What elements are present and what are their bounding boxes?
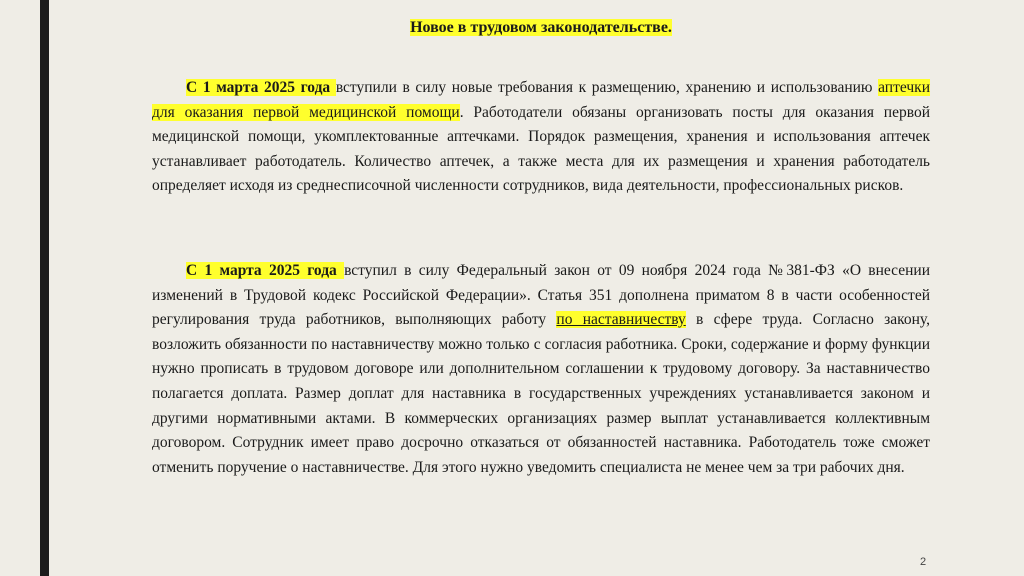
slide-title bbox=[152, 17, 930, 39]
slide-title-text: Новое в трудовом законодательстве. bbox=[410, 19, 672, 36]
slide-page-number: 2 bbox=[920, 556, 927, 568]
paragraph-1-date-lead: С 1 марта 2025 года bbox=[186, 79, 336, 96]
slide-left-accent-bar bbox=[40, 0, 49, 576]
paragraph-1-text-start: вступили в силу новые требования к размещению, хранению и использованию bbox=[335, 79, 879, 96]
paragraph-1-highlight: аптечки для оказания первой медицинской помощи bbox=[152, 79, 930, 121]
paragraph-2-highlight: по наставничеству bbox=[556, 311, 686, 329]
paragraph-first-aid-kits bbox=[152, 76, 930, 199]
paragraph-1-text-end: . Работодатели обязаны организовать посты для оказания первой медицинской помощи, укомплектованные аптечками. Порядок размещения, хранения и использования аптечек устанавливает работодатель. Количество аптечек, а также места для их размещения и хранения работодатель определяет исходя из среднесписочной численности сотрудников, вида деятельности, профессиональных рисков. bbox=[152, 103, 930, 195]
paragraph-mentoring bbox=[152, 259, 930, 480]
paragraph-2-text-start: вступил в силу Федеральный закон от 09 ноября 2024 года №381-ФЗ «О внесении изменений в Трудовой кодекс Российской Федерации». Статья 351 дополнена приматом 8 в части особенностей регулирования труда работников, выполняющих работу bbox=[152, 262, 931, 329]
paragraph-2-date-lead: С 1 марта 2025 года bbox=[186, 262, 345, 279]
paragraph-2-text-end: в сфере труда. Согласно закону, возложить обязанности по наставничеству можно только с согласия работника. Сроки, содержание и форму функции нужно прописать в трудовом договоре или дополнительном соглашении к трудовому договору. За наставничество полагается доплата. Размер доплат для наставника в государственных учреждениях устанавливается законом и другими нормативными актами. В коммерческих организациях размер выплат устанавливается коллективным договором. Сотрудник имеет право досрочно отказаться от обязанностей наставника. Работодатель тоже сможет отменить поручение о наставничестве. Для этого нужно уведомить специалиста не менее чем за три рабочих дня. bbox=[152, 311, 930, 476]
